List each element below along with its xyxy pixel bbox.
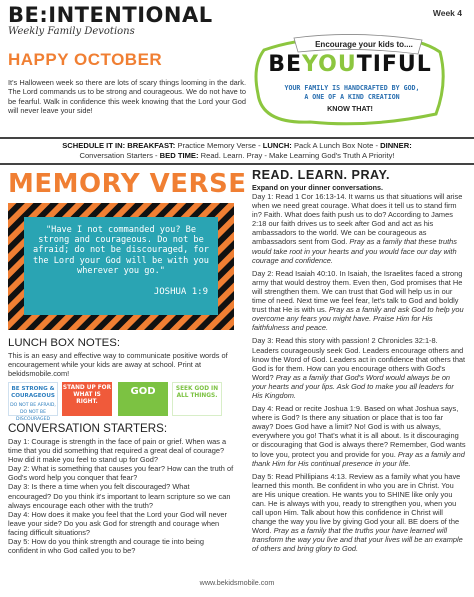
list-item: Day 2: What is something that causes you fear? How can the truth of God's word help you conquer that fear? (8, 464, 234, 483)
day-prayer: Pray as a family that the truths your have learned will transform the way you live and that your lives will be an example of others and bring glory to God. (252, 526, 463, 554)
schedule-intro: SCHEDULE IT IN: (62, 141, 126, 150)
day-body: Based on what Joshua says, where is God? Is there any situation or place that is too far away? Does God have a limit? No! God is with us always, everywhere you go! That's what it is all about. Is it discouraging or discouraging that God is always there? Remember, God wants to love you, protect you and provide for you. (252, 404, 466, 459)
badge-line-1: YOUR FAMILY IS HANDCRAFTED BY GOD, (284, 84, 420, 92)
conversation-starters-list (8, 437, 234, 555)
bedtime-text: Read. Learn. Pray - Make Learning God's Truth A Priority! (200, 151, 395, 160)
happy-october-heading: HAPPY OCTOBER (8, 50, 163, 69)
beyoutiful-badge (250, 32, 450, 128)
day-heading: Day 1: Read 1 Cor 16:13-14. (252, 192, 347, 201)
day-body: It warns us that situations will arise when we need great courage. What does it tell us to stand firm in? Faith. What does faith push us to do? According to James 2:18 our faith drives us to seek after God and act as his ambassadors to the world. We can be courageous as ambassadors sent from God. (252, 192, 463, 247)
read-learn-pray-title: READ. LEARN. PRAY. (252, 168, 390, 182)
day-body: Review as a family what you have learned this month. Be confident in who you are in Christ. You are His unique creation. He wants you to SHINE like only you can. He is always with you, ready to strengthen you, when you call upon Him. Talk about how this confidence in Christ will change the way you live by giving God your all. BE doers of the Word. (252, 471, 461, 536)
memory-verse-frame (8, 203, 234, 330)
brand-header (8, 3, 213, 38)
dinner-label: DINNER: (380, 141, 412, 150)
list-item: Day 4: How does it make you feel that the Lord your God will never leave your side? Do you ask God for strength and courage when facing difficult situations? (8, 509, 227, 537)
bedtime-label: BED TIME: (159, 151, 199, 160)
logo-tiful: TIFUL (356, 52, 432, 77)
read-learn-pray-subtitle: Expand on your dinner conversations. (252, 183, 383, 192)
lunch-note-tile (172, 382, 222, 416)
devotion-day (252, 269, 466, 333)
day-heading: Day 2: Read Isaiah 40:10. (252, 268, 338, 278)
day-prayer: Pray as a family and thank Him for His continual presence in your life. (252, 449, 465, 468)
day-heading: Day 3: Read this story with passion! 2 Chronicles 32:1-8. (252, 336, 438, 346)
conversation-starters-title: CONVERSATION STARTERS: (8, 422, 168, 435)
brand-title: BE:INTENTIONAL (8, 3, 213, 27)
tile-main: BE STRONG & COURAGEOUS (11, 386, 55, 399)
brand-subtitle: Weekly Family Devotions (8, 26, 135, 37)
day-prayer: Pray as a family that God's Word would always be on your hearts and your lips. Ask God to make you all leaders for His Kingdom. (252, 372, 454, 400)
day-prayer: Pray as a family and ask God to help you overcome any fears you might have. Praise Him for His faithfulness and peace. (252, 305, 464, 333)
memory-verse-title: MEMORY VERSE (8, 169, 247, 199)
devotion-day (252, 472, 466, 554)
lunch-text: Pack A Lunch Box Note - (293, 141, 378, 150)
intro-text: It's Halloween week so there are lots of scary things looming in the dark. The Lord commands us to be strong and courageous. We do not have to be fearful. Walk in confidence this week knowing that the Lord your God will never leave your side! (8, 78, 246, 116)
list-item: Day 3: Is there a time when you felt discouraged? What encouraged? Do you think it's important to learn scripture so we can always encourage each other with the truth? (8, 482, 231, 510)
schedule-bar (0, 137, 474, 165)
lunch-note-tile (118, 382, 168, 416)
day-body: In Isaiah, the Israelites faced a strong army that would destroy them. Even then, God promises that He will strengthen them. We can trust that God will help us in our time of need. Next time we feel fear, let's talk to God and boldly trust that He is with us. (252, 268, 463, 315)
lunch-note-tile (62, 382, 112, 416)
tile-main: SEEK GOD IN ALL THINGS. (175, 386, 219, 399)
badge-line-3: KNOW THAT! (327, 104, 373, 113)
devotion-day (252, 336, 466, 400)
logo-you: YOU (301, 52, 357, 77)
memory-verse-text: "Have I not commanded you? Be strong and courageous. Do not be afraid; do not be discouraged, for the Lord your God will be with you wherever you go." (33, 225, 209, 276)
beyoutiful-logo (260, 52, 440, 77)
memory-verse-box (24, 217, 218, 315)
logo-be: BE (268, 52, 302, 77)
devotion-day (252, 404, 466, 468)
memory-verse-reference: JOSHUA 1:9 (153, 287, 208, 297)
list-item: Day 1: Courage is strength in the face of pain or grief. When was a time that you did something that required a great deal of courage? How did it make you feel to stand up for God? (8, 437, 227, 465)
day-heading: Day 5: Read Phillipians 4:13. (252, 471, 347, 481)
week-label: Week 4 (432, 8, 462, 18)
tile-main: STAND UP FOR WHAT IS RIGHT. (62, 385, 112, 405)
footer-url: www.bekidsmobile.com (199, 578, 275, 587)
breakfast-label: BREAKFAST: (127, 141, 176, 150)
day-heading: Day 4: Read or recite Joshua 1:9. (252, 404, 363, 414)
day-prayer: Pray as a family that these truths would take root in your hearts and you would face our day with courage and confidence. (252, 237, 457, 265)
devotion-day (252, 192, 466, 265)
read-learn-pray-body (252, 192, 466, 558)
tile-main: GOD (130, 386, 156, 397)
lunch-box-title: LUNCH BOX NOTES: (8, 337, 121, 349)
day-body: Leaders courageously seek God. Leaders encourage others and know the Word of God. Leaders act in confidence that others that God is for them. How can you encourage others with God's Word? (252, 345, 466, 382)
lunch-box-text: This is an easy and effective way to communicate positive words of encouragement while your kids are away at school. Print at bekidsmobile.com! (8, 351, 228, 378)
tile-small: DO NOT BE AFRAID, DO NOT BE DISCOURAGED (10, 403, 56, 422)
list-item: Day 5: How do you think strength and courage tie into being confident in who God called you to be? (8, 537, 204, 556)
dinner-text: Conversation Starters - (79, 151, 158, 160)
badge-encourage-text: Encourage your kids to.... (315, 40, 413, 49)
badge-line-2: A ONE OF A KIND CREATION (304, 93, 400, 101)
lunch-note-tile (8, 382, 58, 422)
breakfast-text: Practice Memory Verse - (177, 141, 261, 150)
lunch-label: LUNCH: (262, 141, 292, 150)
